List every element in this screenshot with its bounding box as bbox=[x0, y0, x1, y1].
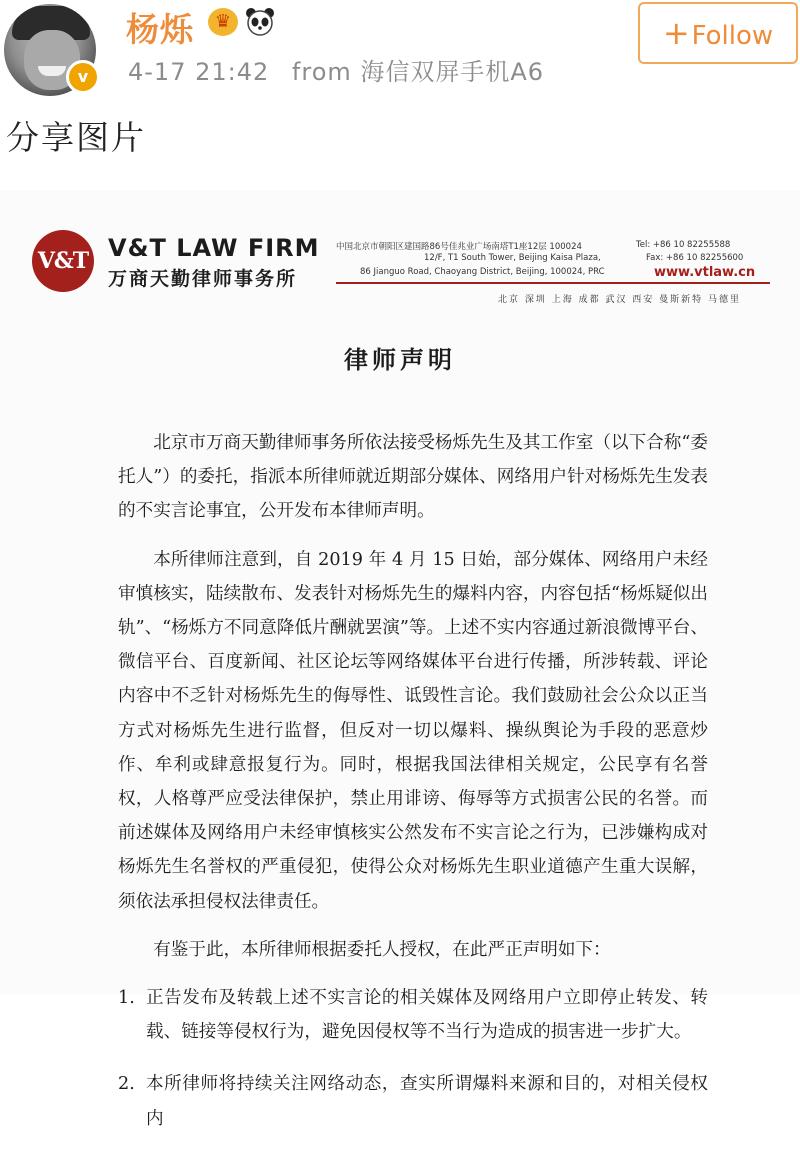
firm-tel: Tel: +86 10 82255588 bbox=[636, 240, 731, 250]
username[interactable]: 杨烁 bbox=[126, 10, 194, 49]
letter-list-item bbox=[118, 1067, 708, 1135]
address-line: 12/F, T1 South Tower, Beijing Kaisa Plaza, bbox=[424, 253, 601, 263]
list-item-text: 正告发布及转载上述不实言论的相关媒体及网络用户立即停止转发、转载、链接等侵权行为，避免因侵权等不当行为造成的损害进一步扩大。 bbox=[146, 988, 708, 1043]
address-line: 中国北京市朝阳区建国路86号佳兆业广场南塔T1座12层 100024 bbox=[336, 242, 582, 252]
firm-website: www.vtlaw.cn bbox=[654, 265, 756, 280]
firm-name-cn: 万商天勤律师事务所 bbox=[108, 268, 298, 290]
letter-paragraph: 北京市万商天勤律师事务所依法接受杨烁先生及其工作室（以下合称“委托人”）的委托，指派本所律师就近期部分媒体、网络用户针对杨烁先生发表的不实言论事宜，公开发布本律师声明。 bbox=[118, 433, 708, 522]
firm-logo: V&T bbox=[32, 230, 94, 292]
firm-fax: Fax: +86 10 82255600 bbox=[646, 253, 744, 263]
list-item-text: 本所律师将持续关注网络动态，查实所谓爆料来源和目的，对相关侵权内 bbox=[146, 1074, 708, 1129]
letter-list-item bbox=[118, 981, 708, 1049]
letter-paragraph: 本所律师注意到，自 2019 年 4 月 15 日始，部分媒体、网络用户未经审慎核实，陆续散布、发表针对杨烁先生的爆料内容，内容包括“杨烁疑似出轨”、“杨烁方不同意降低片酬就罢演”等。上述不实内容通过新浪微博平台、微信平台、百度新闻、社区论坛等网络媒体平台进行传播，所涉转载、评论内容中不乏针对杨烁先生的侮辱性、诋毁性言论。我们鼓励社会公众以正当方式对杨烁先生进行监督，但反对一切以爆料、操纵舆论为手段的恶意炒作、牟利或肆意报复行为。同时，根据我国法律相关规定，公民享有名誉权，人格尊严应受法律保护，禁止用诽谤、侮辱等方式损害公民的名誉。而前述媒体及网络用户未经审慎核实公然发布不实言论之行为，已涉嫌构成对杨烁先生名誉权的严重侵犯，使得公众对杨烁先生职业道德产生重大误解，须依法承担侵权法律责任。 bbox=[118, 549, 708, 912]
firm-offices: 北京 深圳 上海 成都 武汉 西安 曼斯新特 马德里 bbox=[498, 295, 742, 305]
post-source: from 海信双屏手机A6 bbox=[291, 58, 545, 86]
shared-image[interactable] bbox=[0, 190, 800, 1129]
letter-title: 律师声明 bbox=[344, 346, 456, 374]
follow-button[interactable] bbox=[638, 2, 798, 64]
post-header bbox=[0, 0, 800, 100]
list-item-number: 1. bbox=[118, 988, 135, 1009]
letter-body bbox=[118, 426, 708, 1154]
vip-crown-icon: ♛ bbox=[208, 8, 238, 36]
follow-label: Follow bbox=[691, 21, 774, 51]
post-text: 分享图片 bbox=[6, 118, 146, 157]
address-line: 86 Jianguo Road, Chaoyang District, Beijing, 100024, PRC bbox=[360, 267, 605, 277]
letter-paragraph: 有鉴于此，本所律师根据委托人授权，在此严正声明如下： bbox=[153, 939, 611, 960]
header-divider bbox=[336, 282, 770, 284]
follow-plus-icon: + bbox=[662, 14, 690, 52]
post-timestamp[interactable]: 4-17 21:42 bbox=[128, 58, 270, 86]
panda-icon bbox=[244, 6, 276, 36]
verified-badge-icon: v bbox=[66, 60, 100, 94]
firm-name-en: V&T LAW FIRM bbox=[108, 234, 320, 262]
post-meta bbox=[128, 52, 544, 87]
list-item-number: 2. bbox=[118, 1074, 135, 1095]
